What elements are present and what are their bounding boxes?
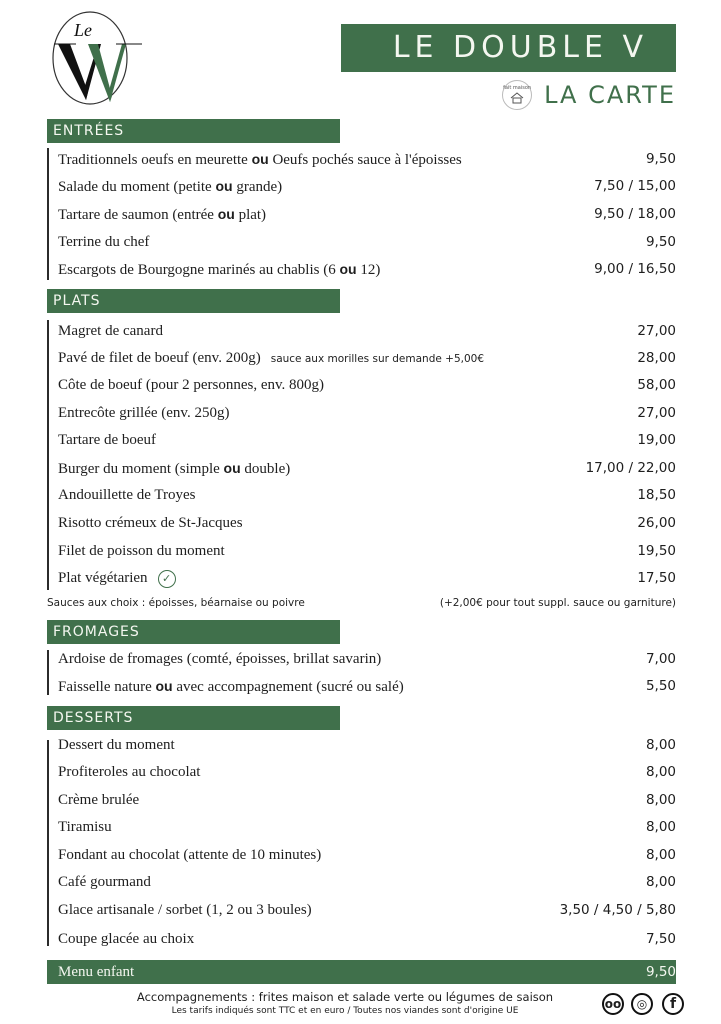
item-name-text: Café gourmand xyxy=(58,874,151,890)
item-price: 19,50 xyxy=(637,543,676,559)
menu-item xyxy=(58,374,676,396)
menu-item xyxy=(58,789,676,811)
menu-item xyxy=(58,761,676,783)
menu-item xyxy=(58,928,676,950)
item-name xyxy=(58,899,312,921)
menu-item xyxy=(58,844,676,866)
tripadvisor-icon[interactable]: oo xyxy=(602,993,624,1015)
item-name-text-2: 12) xyxy=(356,262,381,278)
menu-item xyxy=(58,347,676,369)
logo xyxy=(50,10,146,106)
item-name-text: Risotto crémeux de St-Jacques xyxy=(58,515,243,531)
item-price: 9,50 xyxy=(645,151,676,167)
section-rail xyxy=(47,740,49,946)
menu-enfant xyxy=(47,960,676,984)
menu-item xyxy=(58,871,676,893)
item-name-text: Tartare de boeuf xyxy=(58,432,157,448)
svg-text:Le: Le xyxy=(74,20,92,40)
item-name-text: Profiteroles au chocolat xyxy=(58,764,201,780)
item-name-text: Coupe glacée au choix xyxy=(58,931,195,947)
item-price: 8,00 xyxy=(645,847,676,863)
item-name-text: Escargots de Bourgogne marinés au chablis (6 xyxy=(58,262,340,278)
item-name-text-2: grande) xyxy=(232,179,283,195)
item-price: 8,00 xyxy=(645,764,676,780)
menu-item xyxy=(58,648,676,670)
item-name-text-2: double) xyxy=(240,461,291,477)
menu-item xyxy=(58,429,676,451)
menu-item xyxy=(58,203,676,225)
section-rail xyxy=(47,320,49,590)
item-name xyxy=(58,540,225,562)
item-note: sauce aux morilles sur demande +5,00€ xyxy=(270,353,485,365)
item-name xyxy=(58,789,139,811)
vegetarian-icon: ✓ xyxy=(158,570,176,588)
item-price: 8,00 xyxy=(645,792,676,808)
item-price: 9,50 / 18,00 xyxy=(594,206,676,222)
section-header-fromages: FROMAGES xyxy=(47,620,340,644)
menu-item xyxy=(58,675,676,697)
item-name-text: Entrecôte grillée (env. 250g) xyxy=(58,405,230,421)
item-price: 7,50 xyxy=(645,931,676,947)
item-price: 17,50 xyxy=(637,570,676,586)
footer-accompagnements: Accompagnements : frites maison et salade verte ou légumes de saison xyxy=(136,990,554,1004)
item-name-or: ou xyxy=(215,178,233,194)
item-name xyxy=(58,203,266,226)
item-name xyxy=(58,148,462,171)
item-price: 9,50 xyxy=(645,234,676,250)
instagram-icon[interactable]: ◎ xyxy=(631,993,653,1015)
section-rail xyxy=(47,148,49,280)
item-price: 27,00 xyxy=(637,405,676,421)
item-name xyxy=(58,374,324,396)
fait-maison-badge xyxy=(502,80,532,110)
menu-item xyxy=(58,231,676,253)
facebook-icon[interactable]: f xyxy=(662,993,684,1015)
footer-tarifs: Les tarifs indiqués sont TTC et en euro / Toutes nos viandes sont d'origine UE xyxy=(171,1006,519,1016)
section-header-entrées: ENTRÉES xyxy=(47,119,340,143)
item-name-text: Burger du moment (simple xyxy=(58,461,224,477)
section-rail xyxy=(47,650,49,695)
item-name-text: Tiramisu xyxy=(58,819,112,835)
fait-maison-text: fait maison xyxy=(503,85,532,91)
menu-item xyxy=(58,734,676,756)
item-name-text-2: plat) xyxy=(234,207,267,223)
item-name-text: Pavé de filet de boeuf (env. 200g) xyxy=(58,350,261,366)
supplement-note: (+2,00€ pour tout suppl. sauce ou garniture) xyxy=(439,597,676,609)
item-name xyxy=(58,675,404,698)
item-name xyxy=(58,512,243,534)
item-name xyxy=(58,567,176,589)
section-header-desserts: DESSERTS xyxy=(47,706,340,730)
menu-item xyxy=(58,899,676,921)
item-name-text: Glace artisanale / sorbet (1, 2 ou 3 boules) xyxy=(58,902,312,918)
item-price: 18,50 xyxy=(637,487,676,503)
item-price: 5,50 xyxy=(645,678,676,694)
item-name-text: Ardoise de fromages (comté, époisses, brillat savarin) xyxy=(58,651,382,667)
item-name-text: Faisselle nature xyxy=(58,679,156,695)
item-name xyxy=(58,844,321,866)
item-name-text: Salade du moment (petite xyxy=(58,179,216,195)
menu-item xyxy=(58,540,676,562)
menu-item xyxy=(58,484,676,506)
item-name-or: ou xyxy=(223,460,241,476)
menu-item xyxy=(58,175,676,197)
item-price: 7,00 xyxy=(645,651,676,667)
item-price: 27,00 xyxy=(637,323,676,339)
item-name-text: Traditionnels oeufs en meurette xyxy=(58,152,252,168)
item-price: 9,00 / 16,50 xyxy=(594,261,676,277)
item-name-text: Fondant au chocolat (attente de 10 minutes) xyxy=(58,847,322,863)
item-price: 3,50 / 4,50 / 5,80 xyxy=(559,902,676,918)
item-name xyxy=(58,258,380,281)
menu-subtitle: LA CARTE xyxy=(544,81,676,109)
section-header-plats: PLATS xyxy=(47,289,340,313)
menu-enfant-price: 9,50 xyxy=(645,964,676,980)
item-name xyxy=(58,320,163,342)
item-name xyxy=(58,648,381,670)
item-price: 8,00 xyxy=(645,874,676,890)
item-name-text: Filet de poisson du moment xyxy=(58,543,225,559)
item-name xyxy=(58,457,290,480)
item-price: 8,00 xyxy=(645,737,676,753)
item-name-or: ou xyxy=(155,678,173,694)
item-name xyxy=(58,928,194,950)
item-name xyxy=(58,231,149,253)
item-name xyxy=(58,871,151,893)
restaurant-title: LE DOUBLE V xyxy=(341,24,676,72)
menu-item xyxy=(58,816,676,838)
item-name-or: ou xyxy=(339,261,357,277)
item-name xyxy=(58,402,229,424)
menu-item xyxy=(58,457,676,479)
sauces-note: Sauces aux choix : époisses, béarnaise ou poivre xyxy=(47,597,305,609)
item-name-or: ou xyxy=(251,151,269,167)
item-name-text: Crème brulée xyxy=(58,792,140,808)
item-price: 17,00 / 22,00 xyxy=(585,460,676,476)
item-name xyxy=(58,734,175,756)
item-name-text-2: Oeufs pochés sauce à l'époisses xyxy=(268,152,462,168)
item-name-text: Tartare de saumon (entrée xyxy=(58,207,218,223)
item-name-text: Terrine du chef xyxy=(58,234,150,250)
menu-item xyxy=(58,258,676,280)
menu-item xyxy=(58,567,676,589)
item-price: 26,00 xyxy=(637,515,676,531)
item-name-text: Magret de canard xyxy=(58,323,163,339)
item-name xyxy=(58,816,112,838)
item-name xyxy=(58,429,156,451)
item-name-text: Andouillette de Troyes xyxy=(58,487,196,503)
menu-item xyxy=(58,320,676,342)
item-name-text: Côte de boeuf (pour 2 personnes, env. 800g) xyxy=(58,377,325,393)
item-price: 58,00 xyxy=(637,377,676,393)
item-price: 8,00 xyxy=(645,819,676,835)
menu-item xyxy=(58,402,676,424)
menu-item xyxy=(58,148,676,170)
item-name-text: Plat végétarien xyxy=(58,570,148,586)
item-name xyxy=(58,347,484,370)
house-icon xyxy=(510,92,524,104)
menu-enfant-name: Menu enfant xyxy=(58,964,135,980)
item-price: 7,50 / 15,00 xyxy=(594,178,676,194)
item-name-or: ou xyxy=(217,206,235,222)
item-name-text: Dessert du moment xyxy=(58,737,175,753)
item-name xyxy=(58,484,196,506)
item-name xyxy=(58,175,282,198)
item-price: 19,00 xyxy=(637,432,676,448)
subtitle xyxy=(500,78,676,112)
item-name-text-2: avec accompagnement (sucré ou salé) xyxy=(172,679,404,695)
item-name xyxy=(58,761,200,783)
item-price: 28,00 xyxy=(637,350,676,366)
menu-item xyxy=(58,512,676,534)
